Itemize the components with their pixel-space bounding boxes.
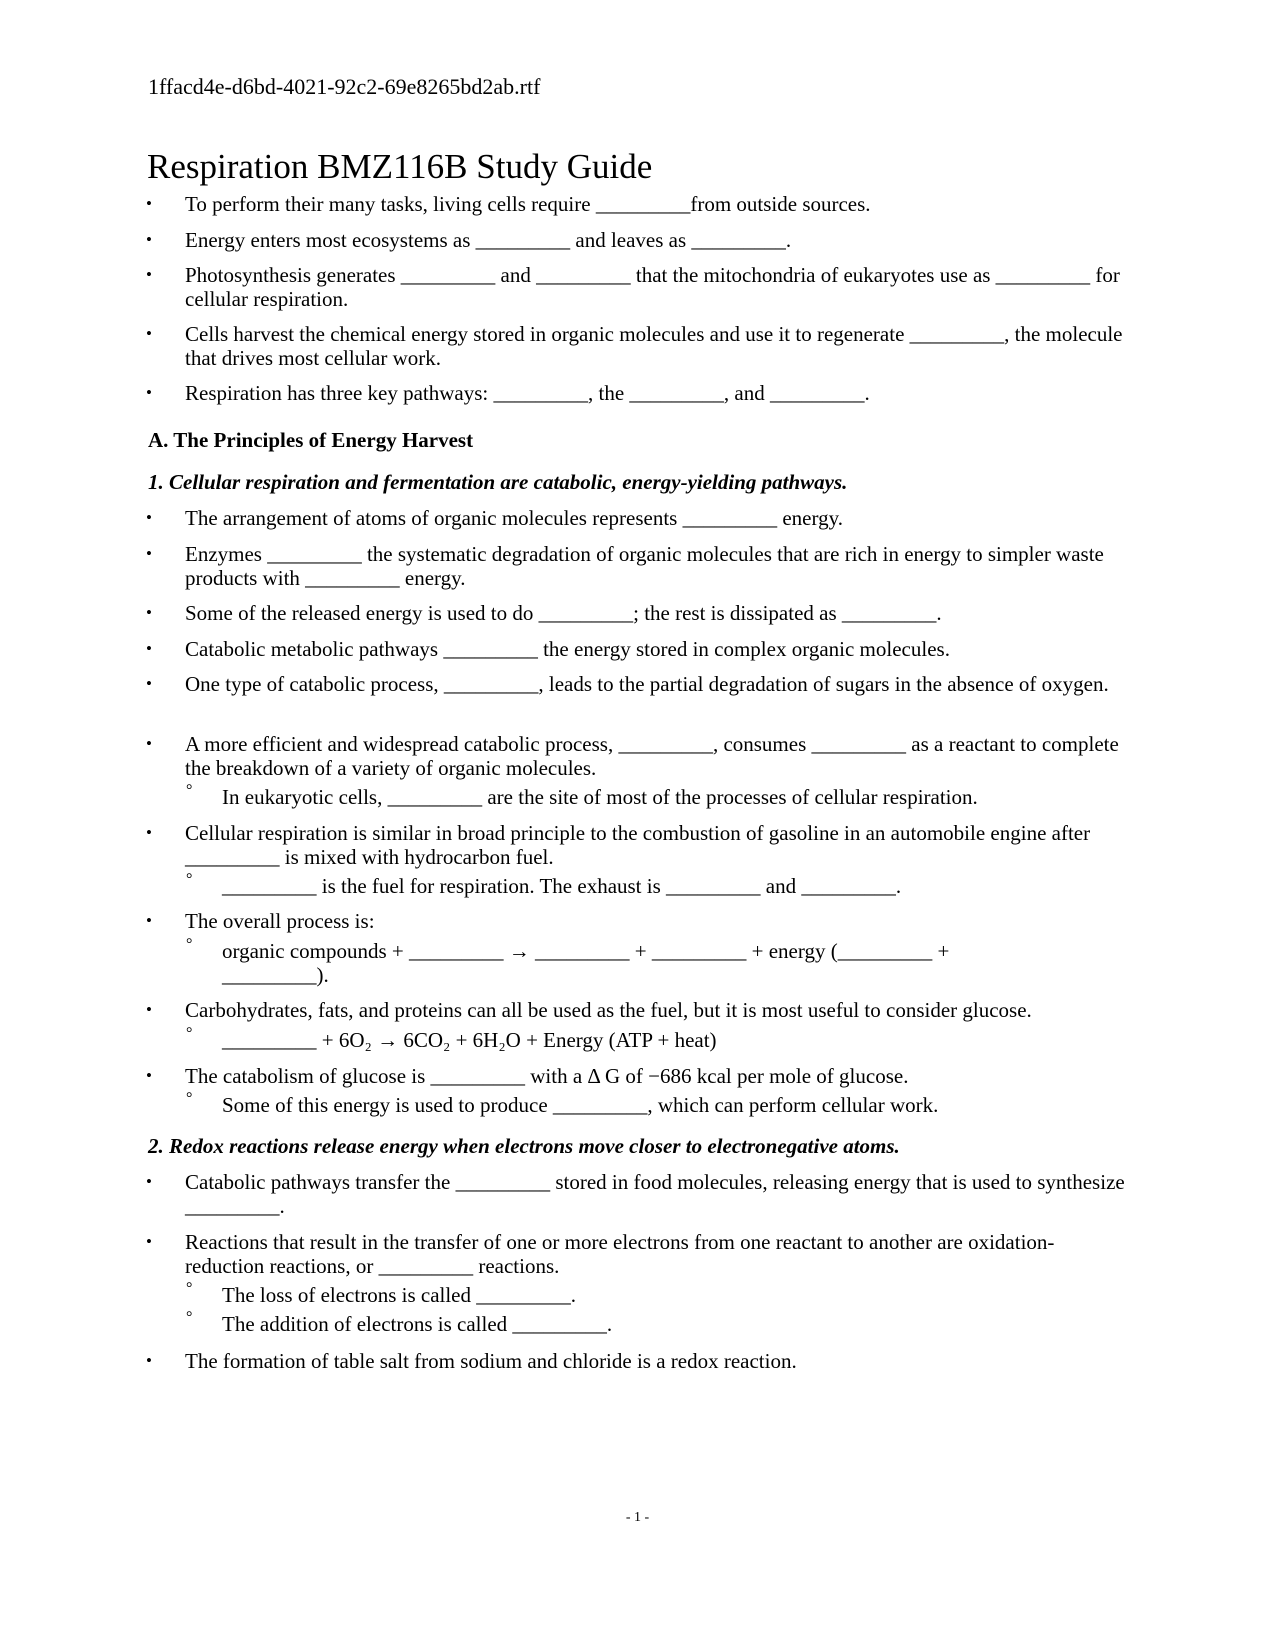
item-text: The formation of table salt from sodium and chloride is a redox reaction. (185, 1349, 797, 1373)
bullet-icon: • (146, 1232, 152, 1251)
bullet-icon: • (146, 639, 152, 658)
page-title: Respiration BMZ116B Study Guide (147, 147, 653, 186)
item-text: Reactions that result in the transfer of one or more electrons from one reactant to another are oxidation-reduction reactions, or _________ reactions. (185, 1230, 1055, 1278)
item-text: _________ + 6O₂ → 6CO₂ + 6H₂O + Energy (ATP + heat) (222, 1028, 717, 1052)
sub-bullet-icon: ° (186, 782, 193, 799)
bullet-icon: • (146, 734, 152, 753)
sub-bullet-icon: ° (186, 936, 193, 953)
sub-bullet-icon: ° (186, 1090, 193, 1107)
item-text: The loss of electrons is called _________. (222, 1283, 577, 1307)
item-text: The addition of electrons is called _________. (222, 1312, 613, 1336)
item-text: The overall process is: (185, 909, 375, 933)
item-text: Carbohydrates, fats, and proteins can all be used as the fuel, but it is most useful to consider glucose. (185, 998, 1032, 1022)
bullet-icon: • (146, 674, 152, 693)
item-text: Cellular respiration is similar in broad principle to the combustion of gasoline in an automobile engine after _________ is mixed with hydrocarbon fuel. (185, 821, 1091, 869)
item-text: Cells harvest the chemical energy stored in organic molecules and use it to regenerate _________, the molecule that drives most cellular work. (185, 322, 1123, 370)
item-text: In eukaryotic cells, _________ are the site of most of the processes of cellular respiration. (222, 785, 978, 809)
file-name: 1ffacd4e-d6bd-4021-92c2-69e8265bd2ab.rtf (148, 74, 541, 99)
subsection-heading: 1. Cellular respiration and fermentation are catabolic, energy-yielding pathways. (148, 470, 848, 494)
item-text: The arrangement of atoms of organic molecules represents _________ energy. (185, 506, 843, 530)
bullet-icon: • (146, 603, 152, 622)
item-text: Enzymes _________ the systematic degradation of organic molecules that are rich in energy to simpler waste products with _________ energy. (185, 542, 1104, 590)
item-text: A more efficient and widespread catabolic process, _________, consumes _________ as a reactant to complete the breakdown of a variety of organic molecules. (185, 732, 1119, 780)
bullet-icon: • (146, 194, 152, 213)
item-text: _________ is the fuel for respiration. The exhaust is _________ and _________. (222, 874, 902, 898)
bullet-icon: • (146, 1172, 152, 1191)
item-text: One type of catabolic process, _________, leads to the partial degradation of sugars in the absence of oxygen. (185, 672, 1109, 696)
item-text: Energy enters most ecosystems as _________ and leaves as _________. (185, 228, 792, 252)
bullet-icon: • (146, 1000, 152, 1019)
item-text: Catabolic pathways transfer the _________ stored in food molecules, releasing energy that is used to synthesize _________. (185, 1170, 1125, 1218)
bullet-icon: • (146, 1066, 152, 1085)
item-text: Photosynthesis generates _________ and _________ that the mitochondria of eukaryotes use as _________ for cellular respiration. (185, 263, 1120, 311)
page-number: - 1 - (625, 1510, 650, 1525)
sub-bullet-icon: ° (186, 1309, 193, 1326)
bullet-icon: • (146, 265, 152, 284)
bullet-icon: • (146, 544, 152, 563)
item-text: Some of the released energy is used to do _________; the rest is dissipated as _________. (185, 601, 942, 625)
subsection-heading: 2. Redox reactions release energy when electrons move closer to electronegative atoms. (148, 1134, 900, 1158)
sub-bullet-icon: ° (186, 1280, 193, 1297)
bullet-icon: • (146, 911, 152, 930)
bullet-icon: • (146, 383, 152, 402)
sub-bullet-icon: ° (186, 1025, 193, 1042)
item-text: To perform their many tasks, living cells require _________from outside sources. (185, 192, 871, 216)
section-heading: A. The Principles of Energy Harvest (148, 428, 474, 452)
sub-bullet-icon: ° (186, 871, 193, 888)
bullet-icon: • (146, 324, 152, 343)
bullet-icon: • (146, 823, 152, 842)
item-text: The catabolism of glucose is _________ with a Δ G of −686 kcal per mole of glucose. (185, 1064, 909, 1088)
bullet-icon: • (146, 1351, 152, 1370)
bullet-icon: • (146, 508, 152, 527)
item-text: Some of this energy is used to produce _________, which can perform cellular work. (222, 1093, 939, 1117)
item-text: organic compounds + _________ → _________ + _________ + energy (_________ + _________). (222, 939, 950, 987)
item-text: Catabolic metabolic pathways _________ the energy stored in complex organic molecules. (185, 637, 950, 661)
item-text: Respiration has three key pathways: _________, the _________, and _________. (185, 381, 870, 405)
bullet-icon: • (146, 230, 152, 249)
